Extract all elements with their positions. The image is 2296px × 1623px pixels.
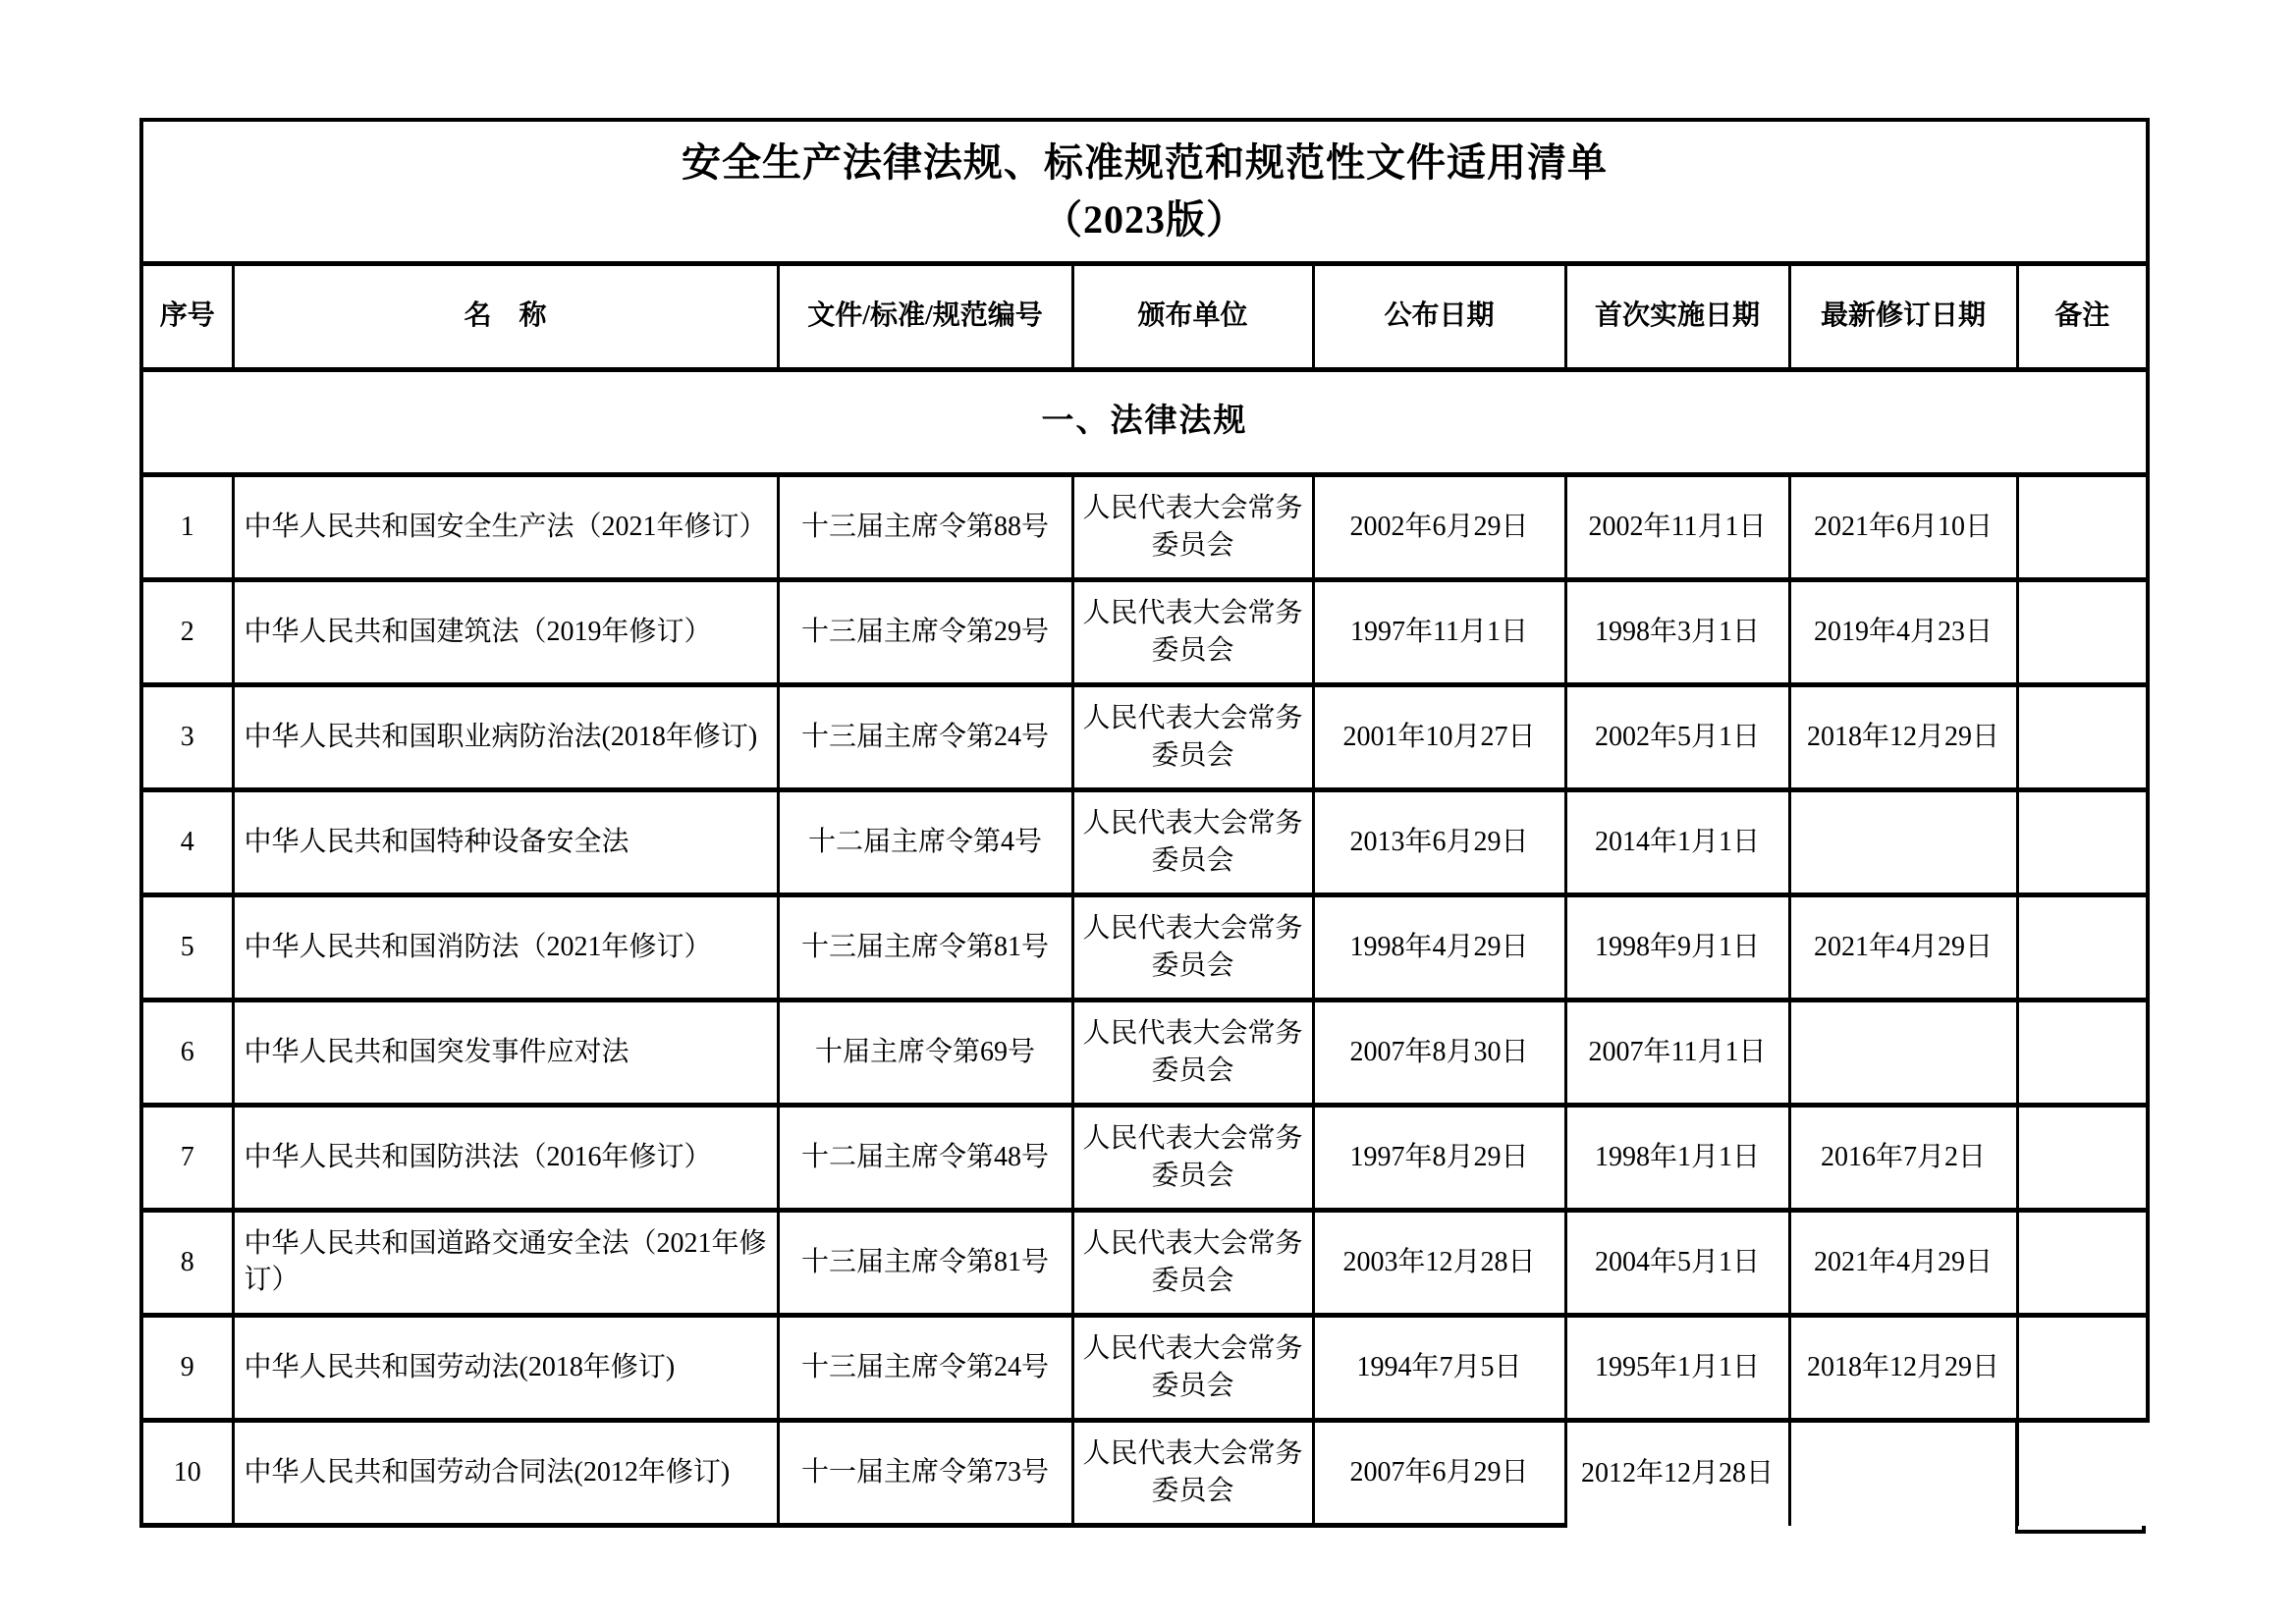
cell-publish-date: 1994年7月5日 <box>1313 1316 1565 1421</box>
cell-revision-date: 2012年12月28日 <box>1565 1421 1789 1526</box>
cell-name: 中华人民共和国道路交通安全法（2021年修订） <box>233 1211 778 1316</box>
cell-publish-date: 1997年8月29日 <box>1313 1106 1565 1211</box>
cell-issuer: 人民代表大会常务委员会 <box>1072 580 1313 685</box>
cell-doc-no: 十三届主席令第24号 <box>778 1316 1072 1421</box>
cell-doc-no: 十三届主席令第29号 <box>778 580 1072 685</box>
cell-revision-date: 2021年6月10日 <box>1789 475 2017 580</box>
cell-remarks <box>2017 1211 2148 1316</box>
cell-revision-date: 2018年12月29日 <box>1789 1316 2017 1421</box>
page-title <box>141 120 2148 264</box>
cell-name: 中华人民共和国安全生产法（2021年修订） <box>233 475 778 580</box>
header-row <box>141 264 2148 370</box>
cell-name: 中华人民共和国特种设备安全法 <box>233 790 778 895</box>
cell-publish-date: 1997年11月1日 <box>1313 580 1565 685</box>
cell-doc-no: 十三届主席令第88号 <box>778 475 1072 580</box>
section-row <box>141 370 2148 475</box>
cell-seq: 10 <box>141 1421 233 1526</box>
table-row <box>141 685 2148 790</box>
cell-revision-date: 2021年4月29日 <box>1789 895 2017 1001</box>
column-header-doc-no: 文件/标准/规范编号 <box>778 264 1072 370</box>
cell-remarks <box>2017 790 2148 895</box>
cell-remarks <box>2017 895 2148 1001</box>
cell-issuer: 人民代表大会常务委员会 <box>1072 1001 1313 1106</box>
cell-remarks <box>1789 1421 2017 1526</box>
cell-issuer: 人民代表大会常务委员会 <box>1072 1316 1313 1421</box>
column-header-revision-date: 最新修订日期 <box>1789 264 2017 370</box>
cell-seq: 3 <box>141 685 233 790</box>
cell-seq: 2 <box>141 580 233 685</box>
cell-seq: 5 <box>141 895 233 1001</box>
table-row <box>141 1001 2148 1106</box>
cell-seq: 8 <box>141 1211 233 1316</box>
column-header-first-date: 首次实施日期 <box>1565 264 1789 370</box>
cell-remarks <box>2017 1316 2148 1421</box>
cell-remarks <box>2017 475 2148 580</box>
cell-publish-date: 1998年4月29日 <box>1313 895 1565 1001</box>
cell-revision-date <box>1789 1001 2017 1106</box>
cell-seq: 6 <box>141 1001 233 1106</box>
remarks-cell-extension <box>2015 1526 2146 1534</box>
cell-revision-date: 2021年4月29日 <box>1789 1211 2017 1316</box>
page-title-line2: （2023版） <box>1043 197 1246 242</box>
column-header-issuer: 颁布单位 <box>1072 264 1313 370</box>
cell-seq: 7 <box>141 1106 233 1211</box>
section-label: 一、法律法规 <box>141 370 2148 475</box>
cell-name: 中华人民共和国突发事件应对法 <box>233 1001 778 1106</box>
cell-issuer: 人民代表大会常务委员会 <box>1072 790 1313 895</box>
cell-revision-date: 2016年7月2日 <box>1789 1106 2017 1211</box>
cell-issuer: 人民代表大会常务委员会 <box>1072 1211 1313 1316</box>
cell-first-date: 2002年5月1日 <box>1565 685 1789 790</box>
cell-publish-date: 2007年8月30日 <box>1313 1001 1565 1106</box>
cell-publish-date: 2007年6月29日 <box>1313 1421 1565 1526</box>
cell-remarks <box>2017 1106 2148 1211</box>
table-row <box>141 1211 2148 1316</box>
table-row <box>141 1106 2148 1211</box>
table-row <box>141 895 2148 1001</box>
column-header-publish-date: 公布日期 <box>1313 264 1565 370</box>
column-header-name: 名 称 <box>233 264 778 370</box>
cell-first-date: 2014年1月1日 <box>1565 790 1789 895</box>
cell-revision-date: 2019年4月23日 <box>1789 580 2017 685</box>
cell-first-date: 1998年1月1日 <box>1565 1106 1789 1211</box>
cell-publish-date: 2001年10月27日 <box>1313 685 1565 790</box>
cell-remarks <box>2017 580 2148 685</box>
cell-name: 中华人民共和国劳动法(2018年修订) <box>233 1316 778 1421</box>
cell-first-date: 2007年11月1日 <box>1565 1001 1789 1106</box>
cell-publish-date: 2003年12月28日 <box>1313 1211 1565 1316</box>
cell-first-date: 1995年1月1日 <box>1565 1316 1789 1421</box>
cell-name: 中华人民共和国消防法（2021年修订） <box>233 895 778 1001</box>
cell-seq: 4 <box>141 790 233 895</box>
cell-issuer: 人民代表大会常务委员会 <box>1072 1106 1313 1211</box>
cell-doc-no: 十届主席令第69号 <box>778 1001 1072 1106</box>
cell-first-date: 1998年3月1日 <box>1565 580 1789 685</box>
cell-remarks <box>2017 1001 2148 1106</box>
cell-publish-date: 2002年6月29日 <box>1313 475 1565 580</box>
cell-name: 中华人民共和国防洪法（2016年修订） <box>233 1106 778 1211</box>
cell-issuer: 人民代表大会常务委员会 <box>1072 1421 1313 1526</box>
cell-doc-no: 十三届主席令第81号 <box>778 895 1072 1001</box>
cell-issuer: 人民代表大会常务委员会 <box>1072 895 1313 1001</box>
table-row <box>141 580 2148 685</box>
table-row <box>141 1316 2148 1421</box>
cell-revision-date: 2018年12月29日 <box>1789 685 2017 790</box>
cell-doc-no: 十三届主席令第81号 <box>778 1211 1072 1316</box>
column-header-remarks: 备注 <box>2017 264 2148 370</box>
cell-doc-no: 十二届主席令第4号 <box>778 790 1072 895</box>
document-page <box>139 118 2146 1528</box>
cell-issuer: 人民代表大会常务委员会 <box>1072 475 1313 580</box>
cell-issuer: 人民代表大会常务委员会 <box>1072 685 1313 790</box>
table-row <box>141 475 2148 580</box>
cell-remarks <box>2017 685 2148 790</box>
cell-revision-date <box>1789 790 2017 895</box>
cell-first-date: 2004年5月1日 <box>1565 1211 1789 1316</box>
page-title-line1: 安全生产法律法规、标准规范和规范性文件适用清单 <box>682 140 1608 185</box>
table-row <box>141 790 2148 895</box>
cell-doc-no: 十三届主席令第24号 <box>778 685 1072 790</box>
cell-name: 中华人民共和国劳动合同法(2012年修订) <box>233 1421 778 1526</box>
cell-first-date: 1998年9月1日 <box>1565 895 1789 1001</box>
regulations-table <box>139 118 2150 1528</box>
cell-name: 中华人民共和国职业病防治法(2018年修订) <box>233 685 778 790</box>
cell-seq: 9 <box>141 1316 233 1421</box>
table-row <box>141 1421 2148 1526</box>
cell-first-date: 2002年11月1日 <box>1565 475 1789 580</box>
title-row <box>141 120 2148 264</box>
cell-name: 中华人民共和国建筑法（2019年修订） <box>233 580 778 685</box>
cell-doc-no: 十二届主席令第48号 <box>778 1106 1072 1211</box>
column-header-seq: 序号 <box>141 264 233 370</box>
cell-seq: 1 <box>141 475 233 580</box>
cell-doc-no: 十一届主席令第73号 <box>778 1421 1072 1526</box>
cell-publish-date: 2013年6月29日 <box>1313 790 1565 895</box>
